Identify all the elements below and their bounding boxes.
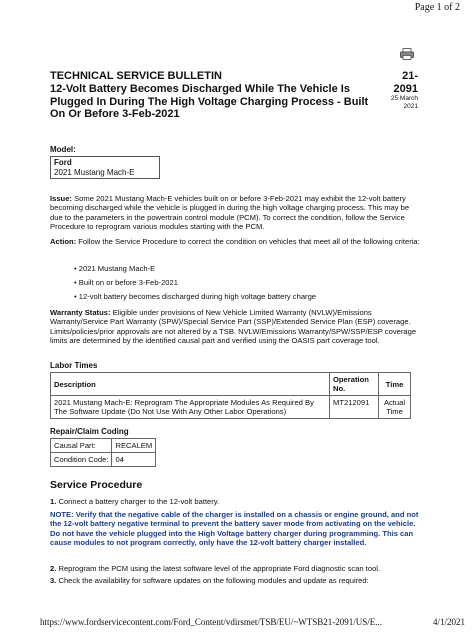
action-text: Follow the Service Procedure to correct the condition on vehicles that meet all of the following criteria: [78,237,420,246]
model-label: Model: [50,145,76,154]
labor-time: Actual Time [379,396,411,419]
action-label: Action: [50,237,77,246]
warranty-text: Eligible under provisions of New Vehicle Limited Warranty (NVLW)/Emissions Warranty/Service Part Warranty (SPW)/Special Service Part (SSP)/Extended Service Plan (ESP) coverage. Limits/policies/prior approvals are not altered by a TSB. NVLW/Emissions Warranty/SPW/SSP/ESP coverage limits are determined by the identified causal part and verified using the OASIS part coverage tool. [50,308,417,345]
page-footer [40,617,465,627]
issue-paragraph [50,194,420,231]
repair-coding-label: Repair/Claim Coding [50,427,129,436]
procedure-step-2: 2. Reprogram the PCM using the latest software level of the appropriate Ford diagnostic scan tool. [50,564,381,573]
warranty-paragraph [50,308,420,345]
procedure-note: NOTE: Verify that the negative cable of the charger is installed on a chassis or engine ground, and not the 12-volt battery negative terminal to prevent the battery saver mode from activating on the vehicle. Do not have the vehicle plugged into the High Voltage battery charger during programming. This can cause modules to not program correctly, only have the 12-volt battery charger installed. [50,510,419,547]
issue-text: Some 2021 Mustang Mach-E vehicles built on or before 3-Feb-2021 may exhibit the 12-volt battery becoming discharged while the vehicle is plugged in during the high voltage charging process. This may be due to the parameters in the powertrain control module (PCM). To correct the condition, follow the Service Procedure to reprogram various modules starting with the PCM. [50,194,410,231]
column-header: Description [51,373,330,396]
bulletin-title: 12-Volt Battery Becomes Discharged While The Vehicle Is Plugged In During The High Voltage Charging Process - Built On Or Before 3-Feb-2021 [50,83,369,120]
column-header: Operation No. [330,373,379,396]
service-procedure-heading: Service Procedure [50,479,143,491]
repair-coding-table [50,438,156,467]
procedure-step-3: 3. Check the availability for software updates on the following modules and update as required: [50,576,369,585]
printer-icon[interactable] [400,48,414,60]
labor-description: 2021 Mustang Mach-E: Reprogram The Appropriate Modules As Required By The Software Update (Do Not Use With Any Other Labor Operations) [51,396,330,419]
footer-date: 4/1/2021 [432,617,465,627]
column-header: Time [379,373,411,396]
bulletin-number: 21-2091 [393,70,418,95]
footer-url[interactable]: https://www.fordservicecontent.com/Ford_Content/vdirsmet/TSB/EU/~WTSB21-2091/US/E... [40,617,383,627]
table-row [51,453,156,467]
labor-operation: MT212091 [330,396,379,419]
bulletin-date: 25 March 2021 [390,95,418,110]
condition-code-label: Condition Code: [51,453,112,467]
table-row [51,439,156,453]
issue-label: Issue: [50,194,72,203]
labor-times-table [50,372,411,419]
model-vehicle: 2021 Mustang Mach-E [54,168,135,177]
warranty-label: Warranty Status: [50,308,111,317]
causal-part-value: RECALEM [112,439,156,453]
table-row [51,396,411,419]
causal-part-label: Causal Part: [51,439,112,453]
model-box [50,156,160,179]
procedure-step-1: 1. Connect a battery charger to the 12-volt battery. [50,497,220,506]
action-paragraph [50,237,420,246]
model-make: Ford [54,158,72,167]
labor-times-label: Labor Times [50,361,98,370]
bulletin-type-label: TECHNICAL SERVICE BULLETIN [50,70,222,82]
criteria-item: • 12-volt battery becomes discharged during high voltage battery charge [74,292,317,301]
criteria-item: • Built on or before 3-Feb-2021 [74,278,178,287]
criteria-item: • 2021 Mustang Mach-E [74,264,156,273]
condition-code-value: 04 [112,453,156,467]
page-number: Page 1 of 2 [414,2,460,13]
